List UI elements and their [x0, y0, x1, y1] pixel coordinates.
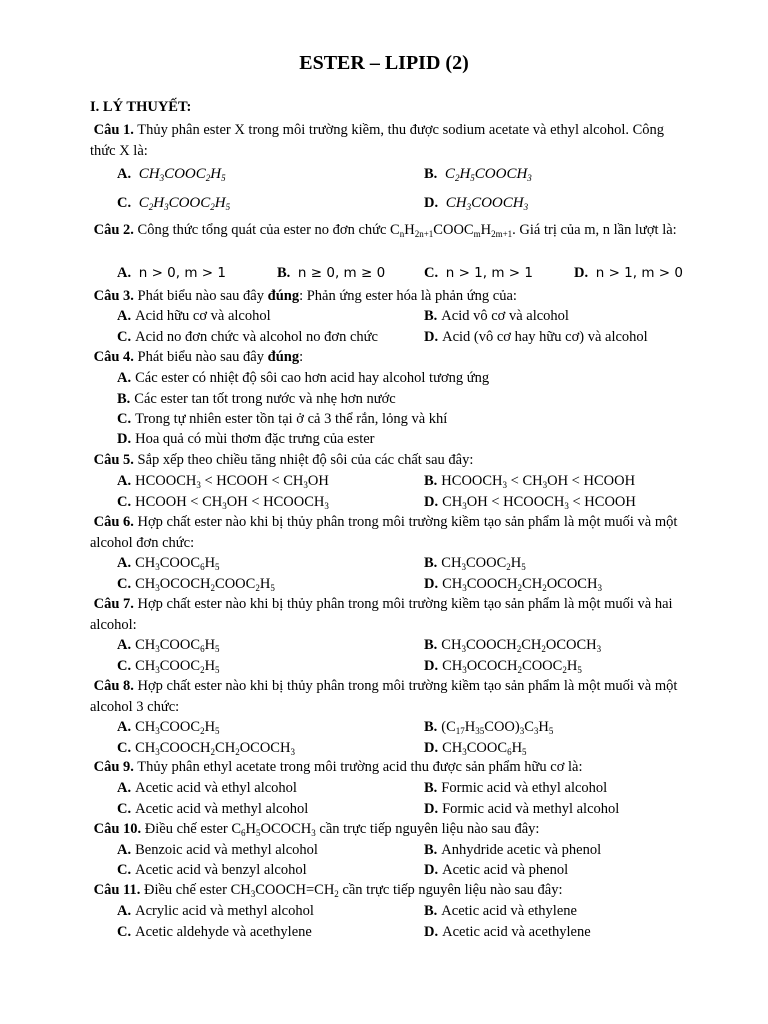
option-3a: A. Acid hữu cơ và alcohol [117, 308, 271, 324]
option-11b: B. Acetic acid và ethylene [424, 903, 577, 919]
option-9b: B. Formic acid và ethyl alcohol [424, 780, 608, 796]
option-6d: D. $CH_3COOCH_2CH_2OCOCH_3$ [424, 576, 602, 593]
question-8: Câu 8. Hợp chất ester nào khi bị thủy phân trong môi trường kiềm tạo sản phẩm là một muối và một alcohol 3 chức: [90, 678, 678, 715]
option-3b: B. Acid vô cơ và alcohol [424, 308, 569, 324]
option-3c: C. Acid no đơn chức và alcohol no đơn chức [117, 329, 378, 345]
option-5c: C. HCOOH < $CH_3OH$ < $HCOOCH_3$ [117, 494, 329, 511]
option-11c: C. Acetic aldehyde và acethylene [117, 924, 312, 940]
option-7a: A. $CH_3COOC_6H_5$ [117, 637, 220, 654]
option-1d: D. $CH_3COOCH_3$ [424, 195, 529, 212]
question-5: Câu 5. Sắp xếp theo chiều tăng nhiệt độ sôi của các chất sau đây: [93, 452, 474, 468]
option-6c: C. $CH_3OCOCH_2COOC_2H_5$ [117, 576, 275, 593]
option-8d: D. $CH_3COOC_6H_5$ [424, 740, 527, 757]
option-4b: B. Các ester tan tốt trong nước và nhẹ hơn nước [117, 391, 396, 407]
option-10b: B. Anhydride acetic và phenol [424, 842, 602, 858]
question-3: Câu 3. Phát biểu nào sau đây đúng: Phản ứng ester hóa là phản ứng của: [93, 288, 517, 304]
option-6b: B. $CH_3COOC_2H_5$ [424, 555, 526, 572]
question-1 [90, 120, 678, 161]
question-9: Câu 9. Thủy phân ethyl acetate trong môi trường acid thu được sản phẩm hữu cơ là: [93, 759, 583, 775]
option-8b: B. $(C_{17}H_{35}COO)_3C_3H_5$ [424, 719, 554, 736]
option-6a: A. $CH_3COOC_6H_5$ [117, 555, 220, 572]
option-5a: A. $HCOOCH_3$ < HCOOH < $CH_3OH$ [117, 473, 329, 490]
option-7b: B. $CH_3COOCH_2CH_2OCOCH_3$ [424, 637, 602, 654]
page-title: ESTER – LIPID (2) [299, 52, 469, 74]
question-6: Câu 6. Hợp chất ester nào khi bị thủy phân trong môi trường kiềm tạo sản phẩm là một muối và một alcohol đơn chức: [90, 514, 678, 551]
option-8a: A. $CH_3COOC_2H_5$ [117, 719, 220, 736]
option-7c: C. $CH_3COOC_2H_5$ [117, 658, 220, 675]
question-10: Câu 10. Điều chế ester $C_6H_5OCOCH_3$ cần trực tiếp nguyên liệu nào sau đây: [93, 821, 540, 838]
option-5b: B. $HCOOCH_3 < CH_3OH$ < HCOOH [424, 473, 636, 490]
option-3d: D. Acid (vô cơ hay hữu cơ) và alcohol [424, 329, 648, 345]
question-11: Câu 11. Điều chế ester $CH_3COOCH=CH_2$ cần trực tiếp nguyên liệu nào sau đây: [93, 882, 563, 899]
question-text: Thủy phân ester X trong môi trường kiềm, thu được sodium acetate và ethyl alcohol. Công thức X là: [90, 122, 665, 159]
option-4a: A. Các ester có nhiệt độ sôi cao hơn acid hay alcohol tương ứng [117, 370, 490, 386]
option-4d: D. Hoa quả có mùi thơm đặc trưng của ester [117, 431, 375, 447]
option-4c: C. Trong tự nhiên ester tồn tại ở cả 3 thể rắn, lỏng và khí [117, 411, 448, 427]
option-7d: D. $CH_3OCOCH_2COOC_2H_5$ [424, 658, 582, 675]
option-10c: C. Acetic acid và benzyl alcohol [117, 862, 307, 878]
option-9d: D. Formic acid và methyl alcohol [424, 801, 620, 817]
option-2b: B. n ≥ 0, m ≥ 0 [277, 265, 386, 281]
option-5d: D. $CH_3OH$ < $HCOOCH_3$ < HCOOH [424, 494, 636, 511]
option-10a: A. Benzoic acid và methyl alcohol [117, 842, 318, 858]
section-heading: I. LÝ THUYẾT: [90, 99, 192, 115]
option-2c: C. n > 1, m > 1 [424, 265, 533, 281]
question-2: Câu 2. Công thức tổng quát của ester no đơn chức $C_nH_{2n+1}COOC_mH_{2m+1}$. Giá trị của m, n lần lượt là: [93, 222, 677, 239]
option-11a: A. Acrylic acid và methyl alcohol [117, 903, 314, 919]
option-9a: A. Acetic acid và ethyl alcohol [117, 780, 297, 796]
option-11d: D. Acetic acid và acethylene [424, 924, 591, 940]
option-1a: A. $CH_3COOC_2H_5$ [117, 166, 226, 183]
option-2a: A. n > 0, m > 1 [117, 265, 226, 281]
option-1b: B. $C_2H_5COOCH_3$ [424, 166, 532, 183]
option-10d: D. Acetic acid và phenol [424, 862, 569, 878]
option-1c: C. $C_2H_3COOC_2H_5$ [117, 195, 231, 212]
option-8c: C. $CH_3COOCH_2CH_2OCOCH_3$ [117, 740, 295, 757]
option-9c: C. Acetic acid và methyl alcohol [117, 801, 309, 817]
question-7: Câu 7. Hợp chất ester nào khi bị thủy phân trong môi trường kiềm tạo sản phẩm là một muối và hai alcohol: [90, 596, 673, 633]
option-2d: D. n > 1, m > 0 [574, 265, 683, 281]
question-number: Câu 1. [93, 122, 134, 138]
question-4: Câu 4. Phát biểu nào sau đây đúng: [93, 349, 304, 365]
